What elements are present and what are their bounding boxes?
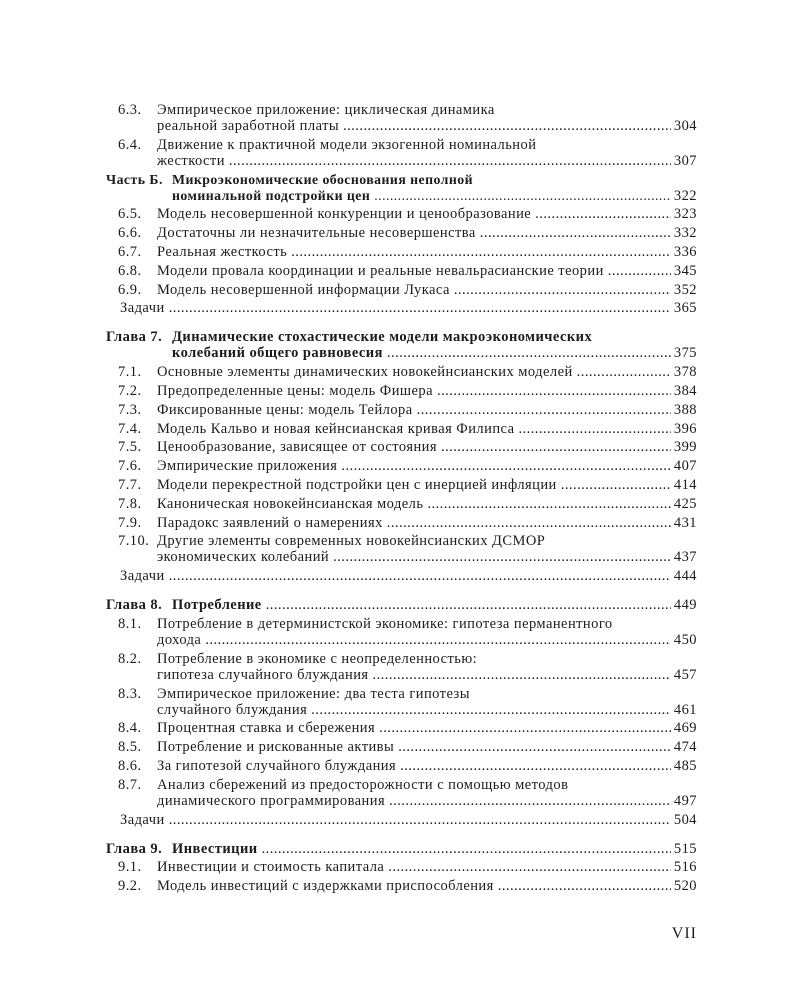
page-reference: 450 (673, 631, 697, 648)
title-text: Инвестиции и стоимость капитала (157, 859, 385, 876)
title-text: Основные элементы динамических новокейнсианских моделей (157, 364, 573, 381)
toc-section-7-3 (106, 402, 697, 418)
title-line (157, 859, 697, 875)
entry-title (157, 137, 697, 169)
page-reference: 457 (673, 666, 697, 683)
title-line (120, 300, 697, 316)
toc-section-6-4 (106, 137, 697, 169)
section-number: 8.4. (118, 720, 142, 737)
toc-section-7-4 (106, 421, 697, 437)
section-number: 6.8. (118, 262, 142, 279)
entry-title (172, 597, 697, 613)
page-reference: 378 (673, 364, 697, 381)
toc-section-6-5 (106, 206, 697, 222)
entry-title (157, 533, 697, 565)
title-text: Задачи (120, 811, 165, 828)
entry-title (172, 329, 697, 361)
toc-section-7-8 (106, 496, 697, 512)
title-line (157, 533, 697, 549)
title-text: Потребление и рискованные активы (157, 739, 395, 756)
entry-title (157, 263, 697, 279)
title-line (157, 651, 697, 667)
entry-title (157, 477, 697, 493)
page-reference: 425 (673, 495, 697, 512)
toc-section-8-2 (106, 651, 697, 683)
dot-leader (398, 739, 671, 755)
title-line (157, 153, 697, 169)
title-line (120, 812, 697, 828)
title-line (172, 329, 697, 345)
toc-section-8-7 (106, 777, 697, 809)
section-number: 7.8. (118, 495, 142, 512)
section-number: 7.3. (118, 401, 142, 418)
toc-chapter-8 (106, 597, 697, 613)
page-reference: 444 (673, 568, 697, 585)
dot-leader (291, 244, 671, 260)
title-text: дохода (157, 631, 202, 648)
title-text: Модели перекрестной подстройки цен с инерцией инфляции (157, 476, 557, 493)
dot-leader (169, 812, 671, 828)
title-text: Микроэкономические обоснования неполной (172, 171, 474, 187)
toc-chapter-9 (106, 841, 697, 857)
section-number: 6.4. (118, 136, 142, 153)
section-number: 6.9. (118, 281, 142, 298)
title-text: случайного блуждания (157, 701, 308, 718)
page-reference: 336 (673, 243, 697, 260)
page-reference: 304 (673, 118, 697, 134)
title-line (157, 402, 697, 418)
table-of-contents (106, 102, 697, 897)
dot-leader (387, 345, 671, 361)
dot-leader (169, 568, 671, 584)
title-line (157, 206, 697, 222)
dot-leader (374, 188, 671, 204)
section-number: 7.9. (118, 514, 142, 531)
page-reference: 497 (673, 792, 697, 809)
section-number: 8.6. (118, 757, 142, 774)
title-text: Анализ сбережений из предосторожности с помощью методов (157, 776, 569, 793)
title-text: динамического программирования (157, 792, 386, 809)
title-line (157, 137, 697, 153)
dot-leader (169, 300, 671, 316)
title-text: За гипотезой случайного блуждания (157, 757, 397, 774)
page-reference: 516 (673, 859, 697, 876)
entry-title (157, 402, 697, 418)
dot-leader (535, 206, 671, 222)
entry-title (157, 206, 697, 222)
title-text: Движение к практичной модели экзогенной номинальной (157, 136, 537, 153)
title-text: Задачи (120, 568, 165, 585)
entry-title (157, 758, 697, 774)
toc-problems (106, 300, 697, 316)
toc-part (106, 172, 697, 204)
section-number: 6.3. (118, 102, 142, 118)
dot-leader (388, 859, 671, 875)
section-number: 6.5. (118, 206, 142, 223)
title-text: жесткости (157, 152, 225, 169)
title-text: Парадокс заявлений о намерениях (157, 514, 383, 531)
title-text: Модель несовершенной конкуренции и ценообразование (157, 206, 532, 223)
toc-section-8-4 (106, 720, 697, 736)
title-text: Динамические стохастические модели макроэкономических (172, 329, 593, 346)
title-line (157, 758, 697, 774)
dot-leader (498, 878, 671, 894)
section-number: 7.7. (118, 476, 142, 493)
title-line (172, 188, 697, 204)
dot-leader (561, 477, 671, 493)
title-text: номинальной подстройки цен (172, 187, 371, 203)
section-number: 6.6. (118, 225, 142, 242)
title-text: колебаний общего равновесия (172, 345, 383, 362)
title-line (120, 568, 697, 584)
toc-problems (106, 812, 697, 828)
title-text: Модель инвестиций с издержками приспособления (157, 878, 494, 895)
dot-leader (417, 402, 671, 418)
toc-section-8-5 (106, 739, 697, 755)
title-line (157, 477, 697, 493)
part-label: Часть Б. (106, 171, 163, 187)
title-text: Модель несовершенной информации Лукаса (157, 281, 450, 298)
entry-title (106, 812, 697, 828)
section-number: 8.1. (118, 615, 142, 632)
entry-title (157, 244, 697, 260)
page-reference: 485 (673, 757, 697, 774)
toc-chapter-7 (106, 329, 697, 361)
title-text: Эмпирическое приложение: циклическая динамика (157, 102, 495, 118)
title-line (157, 632, 697, 648)
entry-title (157, 364, 697, 380)
title-line (157, 244, 697, 260)
title-text: Модели провала координации и реальные невальрасианские теории (157, 262, 604, 279)
entry-title (106, 568, 697, 584)
page-reference: 414 (673, 476, 697, 493)
entry-title (157, 225, 697, 241)
entry-title (157, 739, 697, 755)
title-line (157, 777, 697, 793)
chapter-label: Глава 7. (106, 329, 163, 346)
title-line (157, 616, 697, 632)
title-line (157, 282, 697, 298)
dot-leader (205, 632, 671, 648)
title-line (157, 686, 697, 702)
toc-section-7-7 (106, 477, 697, 493)
dot-leader (608, 263, 671, 279)
chapter-label: Глава 8. (106, 597, 163, 614)
page-reference: 520 (673, 878, 697, 895)
dot-leader (480, 225, 671, 241)
title-line (157, 364, 697, 380)
page-reference: 365 (673, 300, 697, 317)
title-line (157, 793, 697, 809)
section-number: 7.5. (118, 439, 142, 456)
title-line (157, 458, 697, 474)
dot-leader (454, 282, 671, 298)
title-text: Достаточны ли незначительные несовершенства (157, 225, 476, 242)
page-reference: 396 (673, 420, 697, 437)
entry-title (157, 616, 697, 648)
section-number: 9.1. (118, 859, 142, 876)
title-line (157, 421, 697, 437)
section-number: 8.3. (118, 685, 142, 702)
page-reference: 399 (673, 439, 697, 456)
toc-problems (106, 568, 697, 584)
entry-title (157, 651, 697, 683)
title-text: Задачи (120, 300, 165, 317)
entry-title (157, 720, 697, 736)
page-reference: 307 (673, 152, 697, 169)
page-number: VII (671, 925, 697, 942)
title-text: Модель Кальво и новая кейнсианская кривая Филипса (157, 420, 515, 437)
toc-section-6-7 (106, 244, 697, 260)
toc-section-8-1 (106, 616, 697, 648)
title-text: Предопределенные цены: модель Фишера (157, 382, 434, 399)
title-line (172, 345, 697, 361)
toc-section-8-3 (106, 686, 697, 718)
toc-section-6-3 (106, 102, 697, 134)
title-text: Другие элементы современных новокейнсианских ДСМОР (157, 533, 546, 550)
dot-leader (577, 364, 671, 380)
toc-section-6-6 (106, 225, 697, 241)
entry-title (157, 859, 697, 875)
title-line (157, 702, 697, 718)
title-text: Потребление в детерминистской экономике: гипотеза перманентного (157, 615, 613, 632)
title-line (157, 739, 697, 755)
section-number: 8.2. (118, 650, 142, 667)
entry-title (172, 172, 697, 204)
section-number: 8.5. (118, 739, 142, 756)
title-text: реальной заработной платы (157, 118, 340, 134)
section-number: 7.2. (118, 382, 142, 399)
title-line (157, 383, 697, 399)
entry-title (157, 878, 697, 894)
title-text: экономических колебаний (157, 549, 330, 566)
entry-title (157, 282, 697, 298)
page-reference: 504 (673, 811, 697, 828)
title-line (157, 667, 697, 683)
dot-leader (400, 758, 671, 774)
entry-title (157, 458, 697, 474)
dot-leader (266, 597, 671, 613)
title-line (157, 118, 697, 134)
dot-leader (427, 496, 670, 512)
toc-section-7-6 (106, 458, 697, 474)
dot-leader (379, 720, 671, 736)
entry-title (157, 439, 697, 455)
title-text: Инвестиции (172, 840, 258, 857)
title-line (157, 720, 697, 736)
dot-leader (373, 667, 671, 683)
title-line (157, 439, 697, 455)
toc-section-7-10 (106, 533, 697, 565)
title-text: Фиксированные цены: модель Тейлора (157, 401, 413, 418)
page-reference: 437 (673, 549, 697, 566)
section-number: 7.4. (118, 420, 142, 437)
dot-leader (311, 702, 671, 718)
entry-title (157, 515, 697, 531)
dot-leader (441, 439, 671, 455)
page-reference: 384 (673, 382, 697, 399)
toc-section-7-5 (106, 439, 697, 455)
title-text: гипотеза случайного блуждания (157, 666, 369, 683)
page-reference: 407 (673, 458, 697, 475)
toc-section-9-2 (106, 878, 697, 894)
section-number: 7.1. (118, 364, 142, 381)
entry-title (157, 421, 697, 437)
title-line (157, 515, 697, 531)
dot-leader (387, 515, 671, 531)
page-reference: 345 (673, 262, 697, 279)
chapter-label: Глава 9. (106, 840, 163, 857)
title-line (157, 102, 697, 118)
page-reference: 322 (673, 187, 697, 204)
title-text: Потребление (172, 597, 262, 614)
page-reference: 515 (673, 840, 697, 857)
dot-leader (389, 793, 671, 809)
section-number: 9.2. (118, 878, 142, 895)
toc-section-6-8 (106, 263, 697, 279)
title-text: Процентная ставка и сбережения (157, 720, 376, 737)
page-reference: 469 (673, 720, 697, 737)
title-line (172, 172, 697, 188)
toc-section-9-1 (106, 859, 697, 875)
entry-title (157, 777, 697, 809)
dot-leader (229, 153, 671, 169)
title-text: Ценообразование, зависящее от состояния (157, 439, 437, 456)
title-line (172, 597, 697, 613)
section-number: 6.7. (118, 243, 142, 260)
toc-section-7-9 (106, 515, 697, 531)
title-text: Потребление в экономике с неопределенностью: (157, 650, 478, 667)
page-reference: 352 (673, 281, 697, 298)
page-reference: 375 (673, 345, 697, 362)
title-text: Эмпирическое приложение: два теста гипотезы (157, 685, 470, 702)
entry-title (157, 496, 697, 512)
title-line (157, 496, 697, 512)
dot-leader (262, 841, 671, 857)
toc-section-7-2 (106, 383, 697, 399)
toc-section-6-9 (106, 282, 697, 298)
toc-section-8-6 (106, 758, 697, 774)
entry-title (172, 841, 697, 857)
page-reference: 323 (673, 206, 697, 223)
entry-title (157, 686, 697, 718)
dot-leader (343, 118, 671, 134)
page-reference: 388 (673, 401, 697, 418)
title-text: Каноническая новокейнсианская модель (157, 495, 424, 512)
toc-section-7-1 (106, 364, 697, 380)
dot-leader (437, 383, 671, 399)
section-number: 7.10. (118, 533, 150, 550)
page-reference: 332 (673, 225, 697, 242)
section-number: 8.7. (118, 776, 142, 793)
page-reference: 431 (673, 514, 697, 531)
page-reference: 461 (673, 701, 697, 718)
title-line (172, 841, 697, 857)
page-reference: 474 (673, 739, 697, 756)
title-text: Эмпирические приложения (157, 458, 338, 475)
title-line (157, 263, 697, 279)
title-line (157, 549, 697, 565)
entry-title (106, 300, 697, 316)
title-line (157, 225, 697, 241)
dot-leader (333, 549, 671, 565)
dot-leader (518, 421, 670, 437)
title-line (157, 878, 697, 894)
dot-leader (341, 458, 671, 474)
section-number: 7.6. (118, 458, 142, 475)
entry-title (157, 383, 697, 399)
title-text: Реальная жесткость (157, 243, 288, 260)
page-reference: 449 (673, 597, 697, 614)
entry-title (157, 102, 697, 134)
